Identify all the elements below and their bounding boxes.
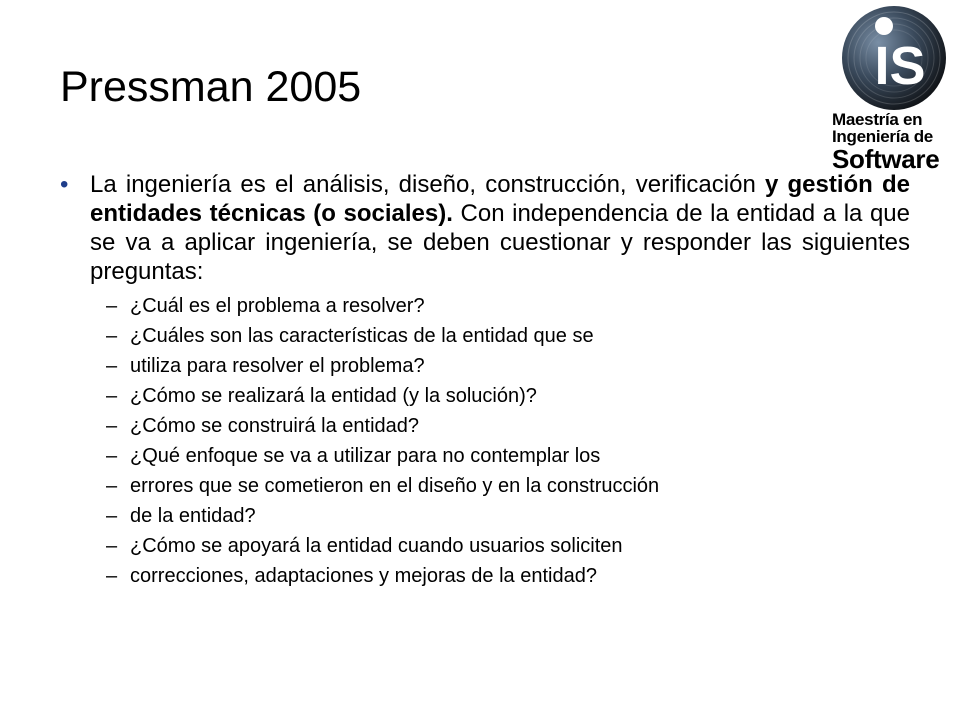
list-item-text: de la entidad? — [130, 505, 256, 527]
bullet-text-part-1: La ingeniería es el análisis, diseño, construcción, verificación — [90, 171, 765, 198]
list-item — [106, 474, 910, 504]
bullet-text — [90, 170, 910, 286]
slide-body — [60, 170, 910, 594]
bullet-text-bold: y gestión de entidades técnicas (o sociales). — [90, 171, 910, 227]
logo-caption — [832, 111, 960, 172]
list-item-text: errores que se cometieron en el diseño y en la construcción — [130, 475, 660, 497]
dash-marker: – — [106, 385, 118, 407]
dash-marker: – — [106, 475, 118, 497]
list-item-text: ¿Cuál es el problema a resolver? — [130, 295, 425, 317]
list-item — [106, 504, 910, 534]
logo-letters: IS — [874, 36, 926, 96]
logo-line-1: Maestría en — [832, 110, 923, 129]
slide-title: Pressman 2005 — [60, 63, 362, 111]
list-item — [106, 414, 910, 444]
question-list — [106, 294, 910, 594]
logo-line-2: Ingeniería de — [832, 127, 933, 146]
bullet-marker: • — [60, 171, 69, 198]
list-item — [106, 444, 910, 474]
list-item — [106, 354, 910, 384]
dash-marker: – — [106, 325, 118, 347]
list-item — [106, 294, 910, 324]
list-item-text: ¿Cómo se apoyará la entidad cuando usuarios soliciten — [130, 535, 623, 557]
list-item — [106, 564, 910, 594]
bullet-text-part-3: Con independencia de la entidad a la que se va a aplicar ingeniería, se deben cuestionar y responder las siguientes preguntas: — [90, 200, 911, 285]
list-item-text: ¿Cómo se construirá la entidad? — [130, 415, 420, 437]
list-item-text: ¿Cómo se realizará la entidad (y la solución)? — [130, 385, 537, 407]
list-item — [106, 534, 910, 564]
list-item — [106, 324, 910, 354]
dash-marker: – — [106, 565, 118, 587]
list-item — [106, 384, 910, 414]
list-item-text: ¿Cuáles son las características de la entidad que se — [130, 325, 594, 347]
dash-marker: – — [106, 355, 118, 377]
dash-marker: – — [106, 445, 118, 467]
main-bullet — [60, 170, 910, 286]
list-item-text: ¿Qué enfoque se va a utilizar para no contemplar los — [130, 445, 601, 467]
list-item-text: utiliza para resolver el problema? — [130, 355, 425, 377]
dash-marker: – — [106, 535, 118, 557]
logo-line-3: Software — [832, 144, 940, 174]
list-item-text: correcciones, adaptaciones y mejoras de la entidad? — [130, 565, 597, 587]
dash-marker: – — [106, 295, 118, 317]
dash-marker: – — [106, 505, 118, 527]
dash-marker: – — [106, 415, 118, 437]
